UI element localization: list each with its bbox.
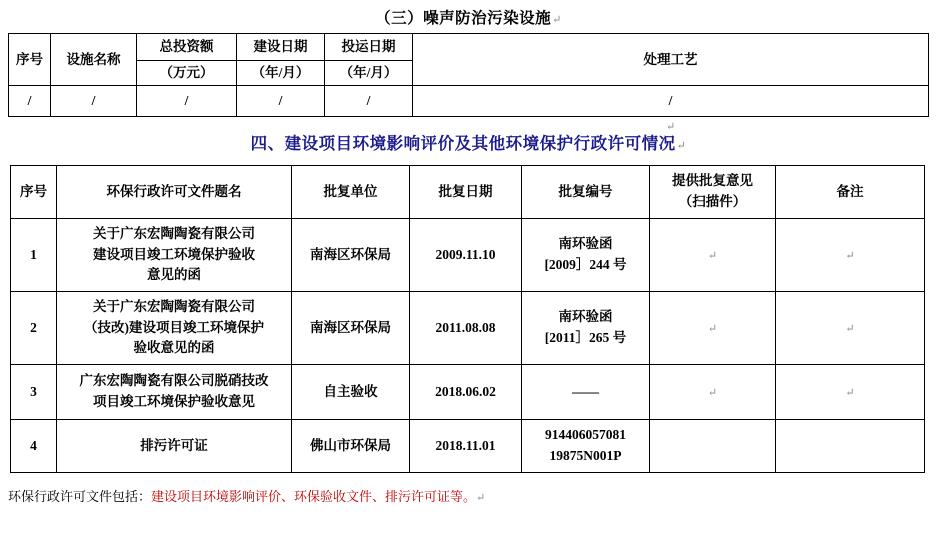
doc-title-line: （技改)建设项目竣工环境保护: [84, 319, 264, 335]
th-permit-provide-line1: 提供批复意见: [672, 173, 753, 189]
td-permit-no-4: 4: [11, 420, 57, 473]
doc-title-line: 关于广东宏陶陶瓷有限公司: [93, 298, 255, 314]
td-noise-run: /: [325, 86, 413, 117]
td-noise-build: /: [237, 86, 325, 117]
pilcrow-mark: ↵: [845, 387, 855, 400]
pilcrow-mark: ↵: [845, 250, 855, 263]
table-row: [11, 420, 925, 473]
th-permit-doc-title: 环保行政许可文件题名: [57, 166, 292, 219]
td-permit-remark-4: [776, 420, 925, 473]
td-permit-approver-1: 南海区环保局: [292, 219, 410, 292]
pilcrow-mark: ↵: [707, 250, 718, 263]
footnote-highlight: 建设项目环境影响评价、环保验收文件、排污许可证等。: [151, 489, 477, 504]
td-noise-invest: /: [137, 86, 237, 117]
td-permit-approve-date-1: 2009.11.10: [410, 219, 522, 292]
th-noise-build-line1: 建设日期: [237, 34, 325, 61]
td-permit-approve-date-2: 2011.08.08: [410, 292, 522, 365]
approve-no-line: 南环验函: [558, 236, 613, 252]
table-row: [9, 86, 929, 117]
table-noise-facilities: [8, 33, 929, 117]
td-permit-approver-2: 南海区环保局: [292, 292, 410, 365]
td-permit-doc-title-4: 排污许可证: [57, 420, 292, 473]
td-permit-doc-title-1: [57, 219, 292, 292]
td-permit-approver-4: 佛山市环保局: [292, 420, 410, 473]
approve-no-line: 南环验函: [558, 309, 613, 325]
table-row: [11, 292, 925, 365]
table-permits-header-row: [11, 166, 925, 219]
th-permit-approver: 批复单位: [292, 166, 410, 219]
pilcrow-mark-2: ↵: [676, 140, 687, 152]
table-row: [11, 365, 925, 420]
doc-title-line: 验收意见的函: [133, 340, 215, 356]
td-noise-process: /: [413, 86, 929, 117]
pilcrow-mark: ↵: [845, 323, 855, 336]
approve-no-line: 19875N001P: [549, 448, 622, 463]
td-permit-approve-date-3: 2018.06.02: [410, 365, 522, 420]
approve-no-line: [2009］244 号: [544, 257, 627, 272]
th-permit-provide-line2: （扫描件）: [678, 194, 747, 209]
pilcrow-mark: ↵: [707, 387, 718, 400]
th-noise-build-line2: （年/月）: [237, 61, 325, 86]
pilcrow-mark: ↵: [707, 323, 718, 336]
th-permit-remark: 备注: [776, 166, 925, 219]
td-permit-doc-title-2: [57, 292, 292, 365]
th-permit-provide: [650, 166, 776, 219]
footnote: [8, 487, 937, 507]
footnote-prefix: 环保行政许可文件包括：: [8, 489, 152, 504]
td-noise-no: /: [9, 86, 51, 117]
td-permit-remark-3: [776, 365, 925, 420]
td-permit-doc-title-3: [57, 365, 292, 420]
pilcrow-mark: ↵: [552, 14, 562, 26]
approve-no-line: [2011］265 号: [544, 330, 627, 345]
th-noise-invest-line2: （万元）: [137, 61, 237, 86]
td-permit-no-2: 2: [11, 292, 57, 365]
table-noise-header-row: [9, 34, 929, 61]
td-permit-approve-date-4: 2018.11.01: [410, 420, 522, 473]
td-permit-approve-no-2: [522, 292, 650, 365]
section-heading-permit: [0, 117, 937, 165]
td-permit-approve-no-4: [522, 420, 650, 473]
section-heading-permit-text: 四、建设项目环境影响评价及其他环境保护行政许可情况: [250, 134, 676, 153]
td-permit-provide-1: [650, 219, 776, 292]
th-noise-run-line1: 投运日期: [325, 34, 413, 61]
doc-title-line: 广东宏陶陶瓷有限公司脱硝技改: [79, 373, 269, 389]
section-heading-noise-text: （三）噪声防治污染设施: [375, 10, 552, 27]
table-row: [11, 219, 925, 292]
td-permit-provide-4: [650, 420, 776, 473]
pilcrow-mark-footnote: ↵: [476, 492, 486, 504]
approve-no-line: 914406057081: [545, 427, 626, 443]
th-permit-no: 序号: [11, 166, 57, 219]
td-noise-name: /: [51, 86, 137, 117]
table-permits: [10, 165, 925, 473]
td-permit-provide-2: [650, 292, 776, 365]
td-permit-no-3: 3: [11, 365, 57, 420]
th-permit-approve-date: 批复日期: [410, 166, 522, 219]
th-noise-no: 序号: [9, 34, 51, 86]
td-permit-remark-1: [776, 219, 925, 292]
td-permit-approve-no-1: [522, 219, 650, 292]
td-permit-no-1: 1: [11, 219, 57, 292]
section-heading-noise: [0, 0, 937, 33]
doc-title-line: 建设项目竣工环境保护验收: [93, 246, 255, 262]
th-noise-name: 设施名称: [51, 34, 137, 86]
td-permit-provide-3: [650, 365, 776, 420]
th-noise-run-line2: （年/月）: [325, 61, 413, 86]
th-noise-invest-line1: 总投资额: [137, 34, 237, 61]
td-permit-approver-3: 自主验收: [292, 365, 410, 420]
pilcrow-mark-right-1: ↵: [666, 121, 676, 133]
td-permit-remark-2: [776, 292, 925, 365]
doc-title-line: 关于广东宏陶陶瓷有限公司: [93, 225, 255, 241]
doc-title-line: 项目竣工环境保护验收意见: [93, 394, 255, 409]
td-permit-approve-no-3: ——: [522, 365, 650, 420]
doc-title-line: 意见的函: [147, 267, 201, 283]
th-permit-approve-no: 批复编号: [522, 166, 650, 219]
th-noise-process: 处理工艺: [413, 34, 929, 86]
